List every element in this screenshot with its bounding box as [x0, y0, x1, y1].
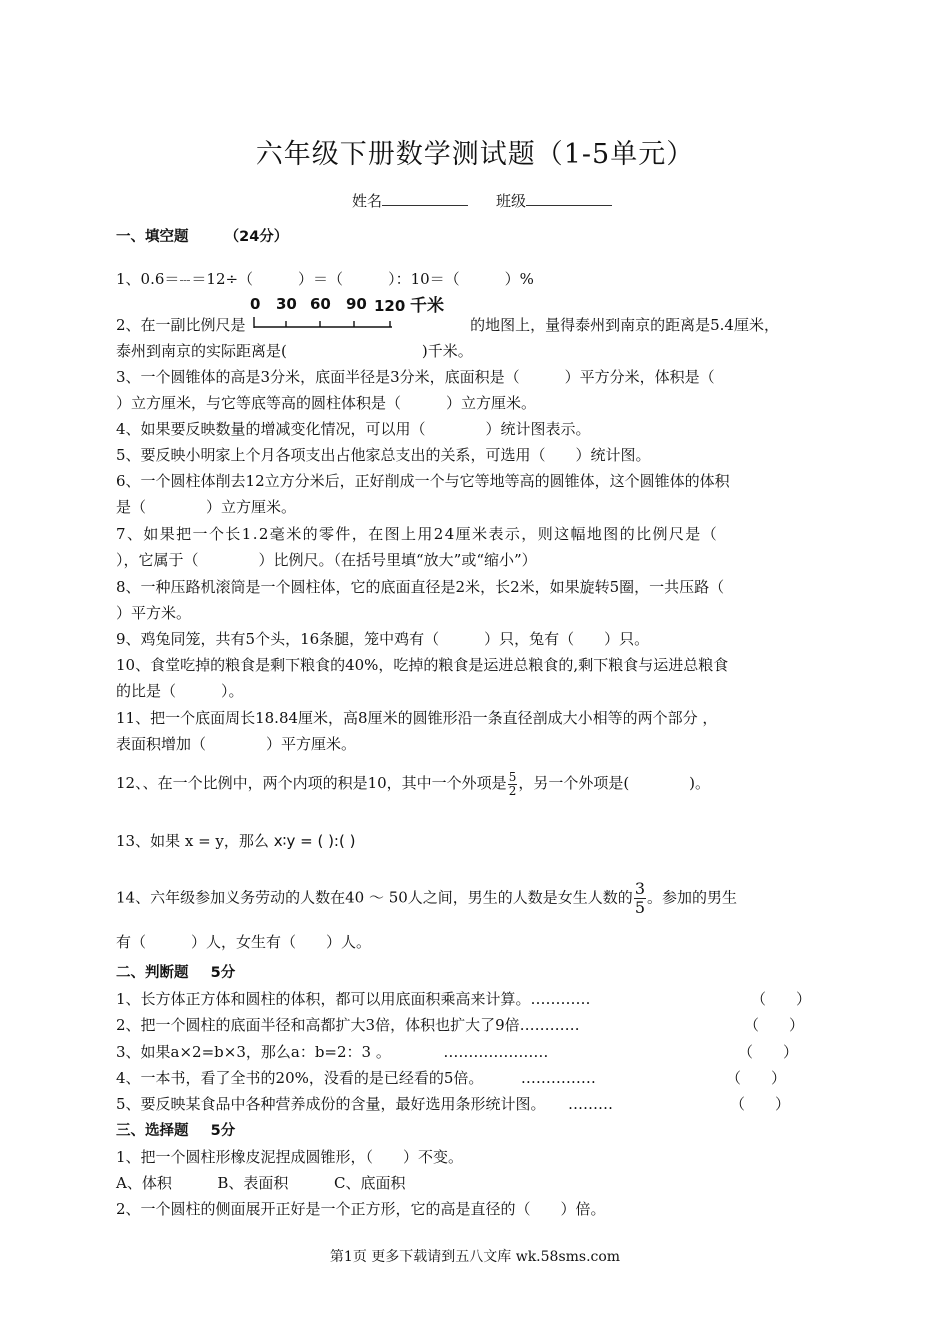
question-7-line2: ），它属于（ ）比例尺。（在括号里填“放大”或“缩小”）	[116, 551, 537, 569]
judge-item: 1、长方体正方体和圆柱的体积，都可以用底面积乘高来计算。………… （ ）	[116, 986, 840, 1012]
question-2-line2: 泰州到南京的实际距离是( )千米。	[116, 342, 473, 360]
question-8-line2: ）平方米。	[116, 604, 192, 622]
map-scale-bar	[250, 295, 465, 339]
section3-heading: 三、选择题 5分	[116, 1123, 236, 1139]
judge-item: 5、要反映某食品中各种营养成份的含量，最好选用条形统计图。 ……… （ ）	[116, 1091, 840, 1117]
question-5: 5、要反映小明家上个月各项支出占他家总支出的关系，可选用（ ）统计图。	[116, 446, 651, 464]
class-blank[interactable]	[526, 191, 612, 206]
answer-paren[interactable]: （ ）	[738, 1043, 799, 1061]
choice-options	[116, 1170, 840, 1196]
question-11: 11、把一个底面周长18.84厘米，高8厘米的圆锥形沿一条直径剖成大小相等的两个部分 ，	[116, 709, 718, 727]
option-b[interactable]: B、表面积	[217, 1174, 289, 1192]
fraction-blank[interactable]	[180, 267, 190, 294]
choice-question-2: 2、一个圆柱的侧面展开正好是一个正方形，它的高是直径的（ ）倍。	[116, 1200, 606, 1218]
page-footer: 第1页 更多下载请到五八文库 wk.58sms.com	[329, 1249, 621, 1265]
option-a[interactable]: A、体积	[116, 1174, 172, 1192]
answer-paren[interactable]: （ ）	[726, 1069, 787, 1087]
scale-tick-label: 30	[276, 295, 298, 313]
section1-heading: 一、填空题 （24分）	[116, 229, 289, 245]
question-3: 3、一个圆锥体的高是3分米，底面半径是3分米，底面积是（ ）平方分米，体积是（	[116, 368, 715, 386]
question-8: 8、一种压路机滚筒是一个圆柱体，它的底面直径是2米，长2米，如果旋转5圈，一共压路（	[116, 578, 725, 596]
name-blank[interactable]	[382, 191, 468, 206]
question-14-line2: 有（ ）人，女生有（ ）人。	[116, 933, 372, 951]
name-field[interactable]	[352, 190, 468, 211]
scale-tick-label: 60	[310, 295, 332, 313]
question-4: 4、如果要反映数量的增减变化情况，可以用（ ）统计图表示。	[116, 420, 591, 438]
judge-item: 3、如果a×2=b×3，那么a：b=2：3 。 ………………… （ ）	[116, 1039, 840, 1065]
answer-paren[interactable]: （ ）	[751, 990, 812, 1008]
choice-question-1: 1、把一个圆柱形橡皮泥捏成圆锥形，（ ）不变。	[116, 1148, 464, 1166]
scale-unit: 千米	[410, 296, 445, 316]
question-11-line2: 表面积增加（ ）平方厘米。	[116, 735, 357, 753]
class-field[interactable]	[496, 190, 612, 211]
question-13: 13、如果 x = y，那么 x∶y = ( ):( )	[116, 832, 356, 850]
name-label: 姓名	[352, 192, 383, 210]
fraction: $\frac{5}{2}$	[508, 769, 517, 798]
question-6-line2: 是（ ）立方厘米。	[116, 498, 297, 516]
student-info	[352, 190, 612, 211]
question-9: 9、鸡兔同笼，共有5个头，16条腿，笼中鸡有（ ）只，兔有（ ）只。	[116, 630, 650, 648]
question-12: 12、、在一个比例中，两个内项的积是10，其中一个外项是 $\frac{5}{2}$ ，另一个外项是( )。	[116, 769, 711, 798]
scale-tick-label: 120	[374, 297, 406, 315]
scale-tick-label: 0	[250, 295, 261, 313]
question-2: 2、在一副比例尺是 0 30 60 90 120 千米 的地图上，量得泰州到南京的距离是5.4厘米，	[116, 312, 840, 339]
fraction: $\frac{3}{5}$	[634, 879, 645, 917]
section2-heading: 二、判断题 5分	[116, 965, 236, 981]
answer-paren[interactable]: （ ）	[744, 1016, 805, 1034]
question-1: 1、0.6＝ ＝12÷（ ）＝（ ）：10＝（ ）%	[116, 266, 840, 294]
question-14: 14、六年级参加义务劳动的人数在40 ～ 50人之间，男生的人数是女生人数的 $\frac{3}{5}$ 。参加的男生	[116, 879, 738, 917]
question-3-line2: ）立方厘米，与它等底等高的圆柱体积是（ ）立方厘米。	[116, 394, 537, 412]
question-10-line2: 的比是（ ）。	[116, 682, 244, 700]
page-title: 六年级下册数学测试题（1-5单元）	[255, 139, 695, 170]
scale-tick-label: 90	[346, 295, 368, 313]
judge-item: 2、把一个圆柱的底面半径和高都扩大3倍，体积也扩大了9倍………… （ ）	[116, 1012, 840, 1038]
judge-item: 4、一本书，看了全书的20%，没看的是已经看的5倍。 …………… （ ）	[116, 1065, 840, 1091]
question-6: 6、一个圆柱体削去12立方分米后，正好削成一个与它等地等高的圆锥体，这个圆锥体的体积	[116, 472, 730, 490]
question-7: 7、如果把一个长1.2毫米的零件，在图上用24厘米表示，则这幅地图的比例尺是（	[116, 525, 719, 543]
answer-paren[interactable]: （ ）	[730, 1095, 791, 1113]
option-c[interactable]: C、底面积	[334, 1174, 406, 1192]
class-label: 班级	[496, 192, 527, 210]
question-10: 10、食堂吃掉的粮食是剩下粮食的40%，吃掉的粮食是运进总粮食的,剩下粮食与运进总粮食	[116, 656, 729, 674]
